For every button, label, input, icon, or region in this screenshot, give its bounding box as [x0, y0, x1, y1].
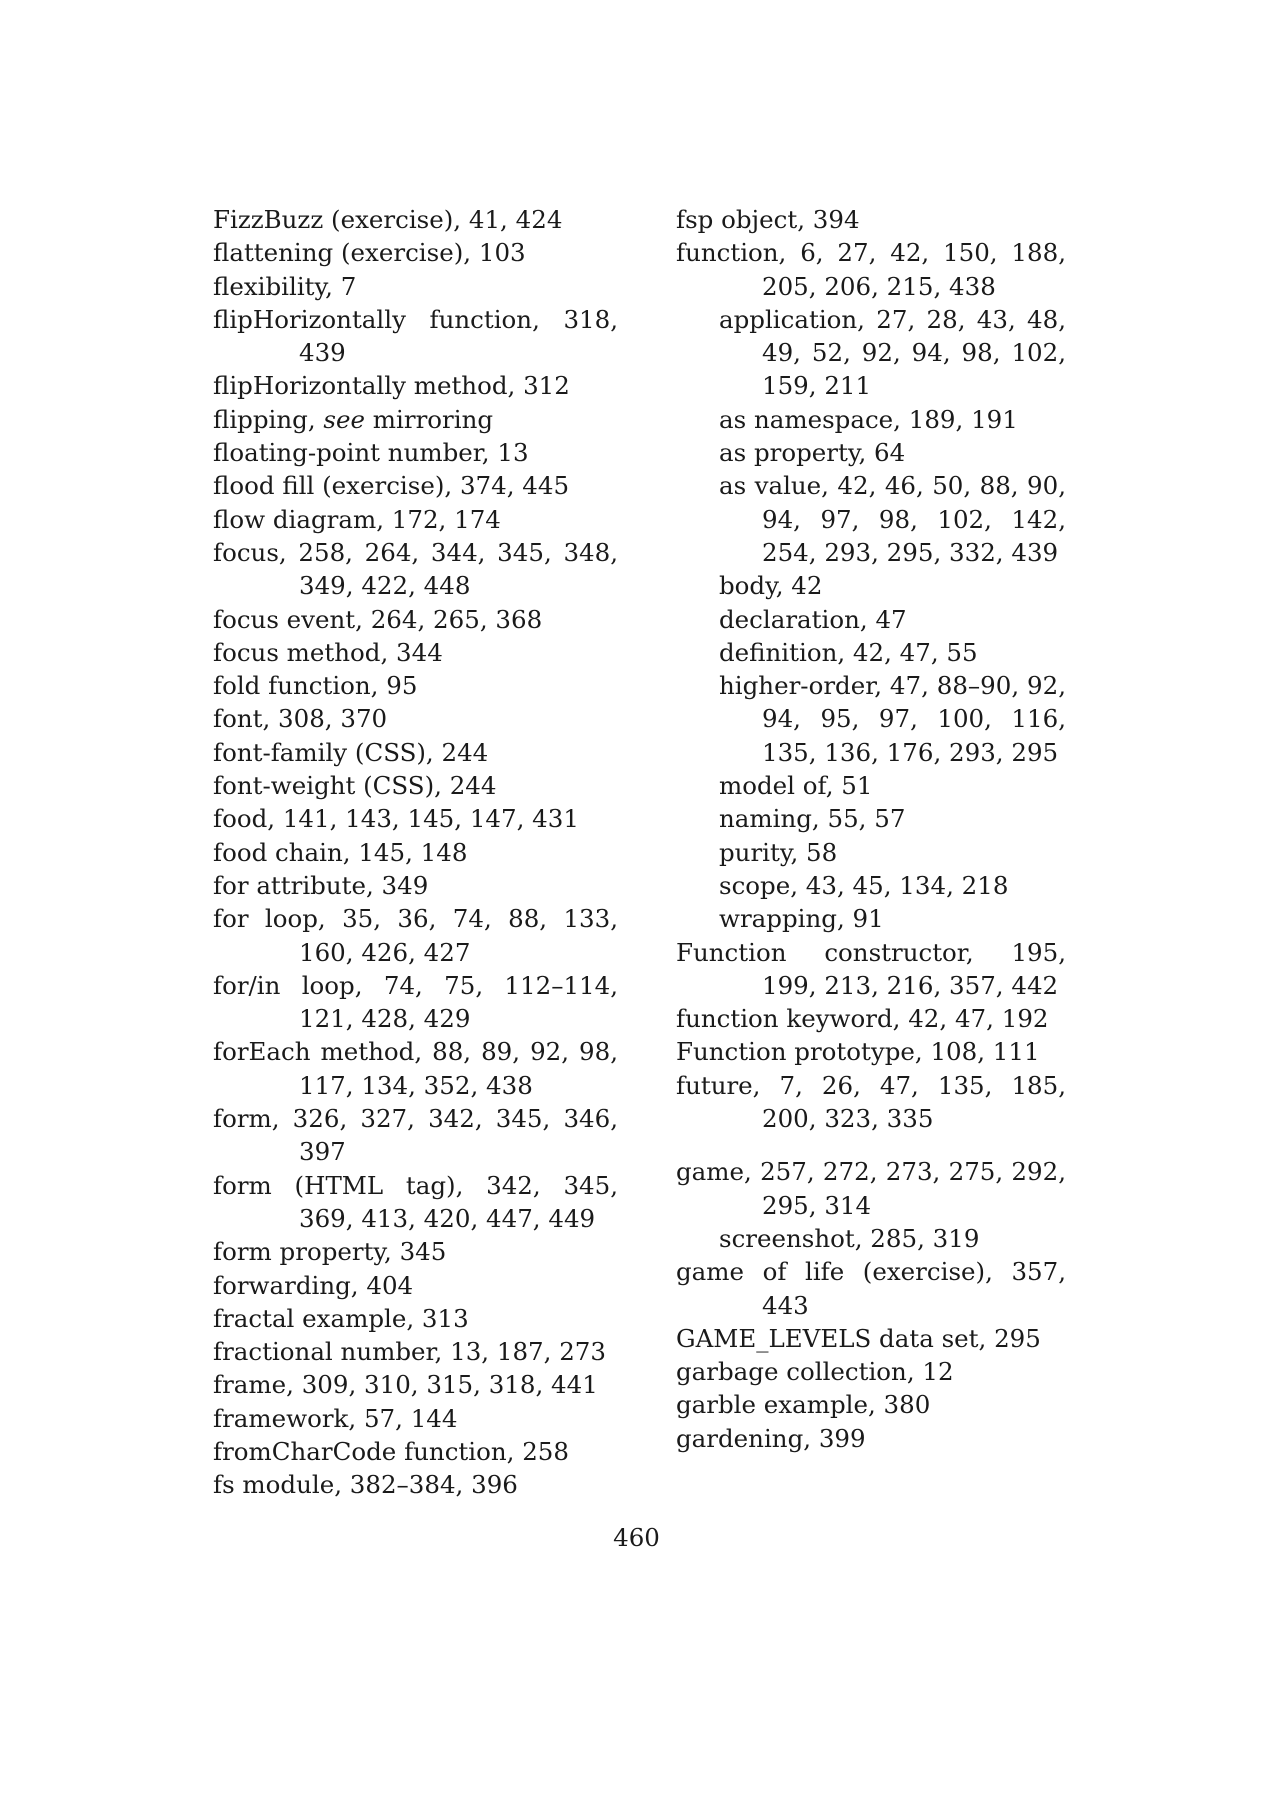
index-entry: for loop, 35, 36, 74, 88, 133, 160, 426, 427 [213, 904, 618, 967]
index-subentry: wrapping, 91 [719, 904, 884, 934]
index-entry: flow diagram, 172, 174 [213, 504, 501, 534]
index-entry: fractal example, 313 [213, 1303, 469, 1333]
index-subentry: as namespace, 189, 191 [719, 404, 1018, 434]
index-entry: fractional number, 13, 187, 273 [213, 1337, 606, 1367]
index-entry: food chain, 145, 148 [213, 837, 468, 867]
index-entry: fold function, 95 [213, 671, 418, 701]
index-entry: focus event, 264, 265, 368 [213, 604, 543, 634]
index-entry: font-weight (CSS), 244 [213, 771, 497, 801]
index-entry: form (HTML tag), 342, 345, 369, 413, 420, 447, 449 [213, 1170, 618, 1233]
index-subentry: scope, 43, 45, 134, 218 [719, 870, 1009, 900]
index-entry: font, 308, 370 [213, 704, 388, 734]
index-entry: fs module, 382–384, 396 [213, 1470, 518, 1500]
page-number: 460 [613, 1523, 660, 1552]
index-entry: flipHorizontally function, 318, 439 [213, 304, 618, 368]
index-entry: form property, 345 [213, 1237, 447, 1267]
index-entry: Function prototype, 108, 111 [676, 1037, 1040, 1067]
index-subentry: screenshot, 285, 319 [719, 1223, 980, 1253]
index-column-right [676, 203, 1066, 1455]
index-subentry: definition, 42, 47, 55 [719, 637, 978, 667]
index-subentry: body, 42 [719, 571, 823, 601]
index-subentry: naming, 55, 57 [719, 804, 906, 834]
index-subentry: declaration, 47 [719, 604, 907, 634]
index-entry: flipHorizontally method, 312 [213, 371, 570, 401]
index-entry: flipping, see mirroring [213, 404, 494, 434]
index-entry: frame, 309, 310, 315, 318, 441 [213, 1370, 598, 1400]
index-subentry: higher-order, 47, 88–90, 92, 94, 95, 97, 100, 116, 135, 136, 176, 293, 295 [719, 671, 1066, 767]
index-entry: function keyword, 42, 47, 192 [676, 1004, 1049, 1034]
index-entry: forwarding, 404 [213, 1270, 414, 1300]
index-entry: focus method, 344 [213, 637, 443, 667]
index-entry: gardening, 399 [676, 1423, 866, 1453]
index-entry: for/in loop, 74, 75, 112–114, 121, 428, 429 [213, 970, 618, 1034]
index-entry: garble example, 380 [676, 1390, 931, 1420]
index-entry: FizzBuzz (exercise), 41, 424 [213, 205, 563, 234]
index-entry: floating-point number, 13 [213, 438, 529, 468]
index-entry: flattening (exercise), 103 [213, 238, 526, 268]
index-entry: font-family (CSS), 244 [213, 737, 489, 767]
index-entry: focus, 258, 264, 344, 345, 348, 349, 422, 448 [213, 537, 618, 601]
index-entry: food, 141, 143, 145, 147, 431 [213, 804, 579, 834]
index-entry: GAME_LEVELS data set, 295 [676, 1323, 1041, 1353]
index-entry: fromCharCode function, 258 [213, 1436, 569, 1466]
index-entry: function, 6, 27, 42, 150, 188, 205, 206, 215, 438 [676, 238, 1066, 301]
index-subentry: purity, 58 [719, 837, 838, 867]
index-entry: framework, 57, 144 [213, 1403, 458, 1433]
index-entry: Function constructor, 195, 199, 213, 216, 357, 442 [676, 937, 1066, 1000]
index-entry: flexibility, 7 [213, 271, 357, 301]
index-subentry: application, 27, 28, 43, 48, 49, 52, 92, 94, 98, 102, 159, 211 [719, 304, 1066, 401]
index-entry: form, 326, 327, 342, 345, 346, 397 [213, 1104, 618, 1167]
index-entry: forEach method, 88, 89, 92, 98, 117, 134, 352, 438 [213, 1037, 618, 1100]
index-entry: garbage collection, 12 [676, 1357, 954, 1387]
index-column-left [213, 203, 618, 1502]
index-entry: for attribute, 349 [213, 870, 429, 900]
index-entry: fsp object, 394 [676, 205, 860, 234]
index-subentry: model of, 51 [719, 771, 873, 801]
index-entry: game, 257, 272, 273, 275, 292, 295, 314 [676, 1157, 1066, 1220]
index-subentry: as value, 42, 46, 50, 88, 90, 94, 97, 98, 102, 142, 254, 293, 295, 332, 439 [719, 471, 1066, 567]
index-entry: flood fill (exercise), 374, 445 [213, 471, 570, 501]
index-subentry: as property, 64 [719, 438, 906, 468]
index-entry: game of life (exercise), 357, 443 [676, 1257, 1066, 1320]
index-entry: future, 7, 26, 47, 135, 185, 200, 323, 335 [676, 1070, 1066, 1134]
